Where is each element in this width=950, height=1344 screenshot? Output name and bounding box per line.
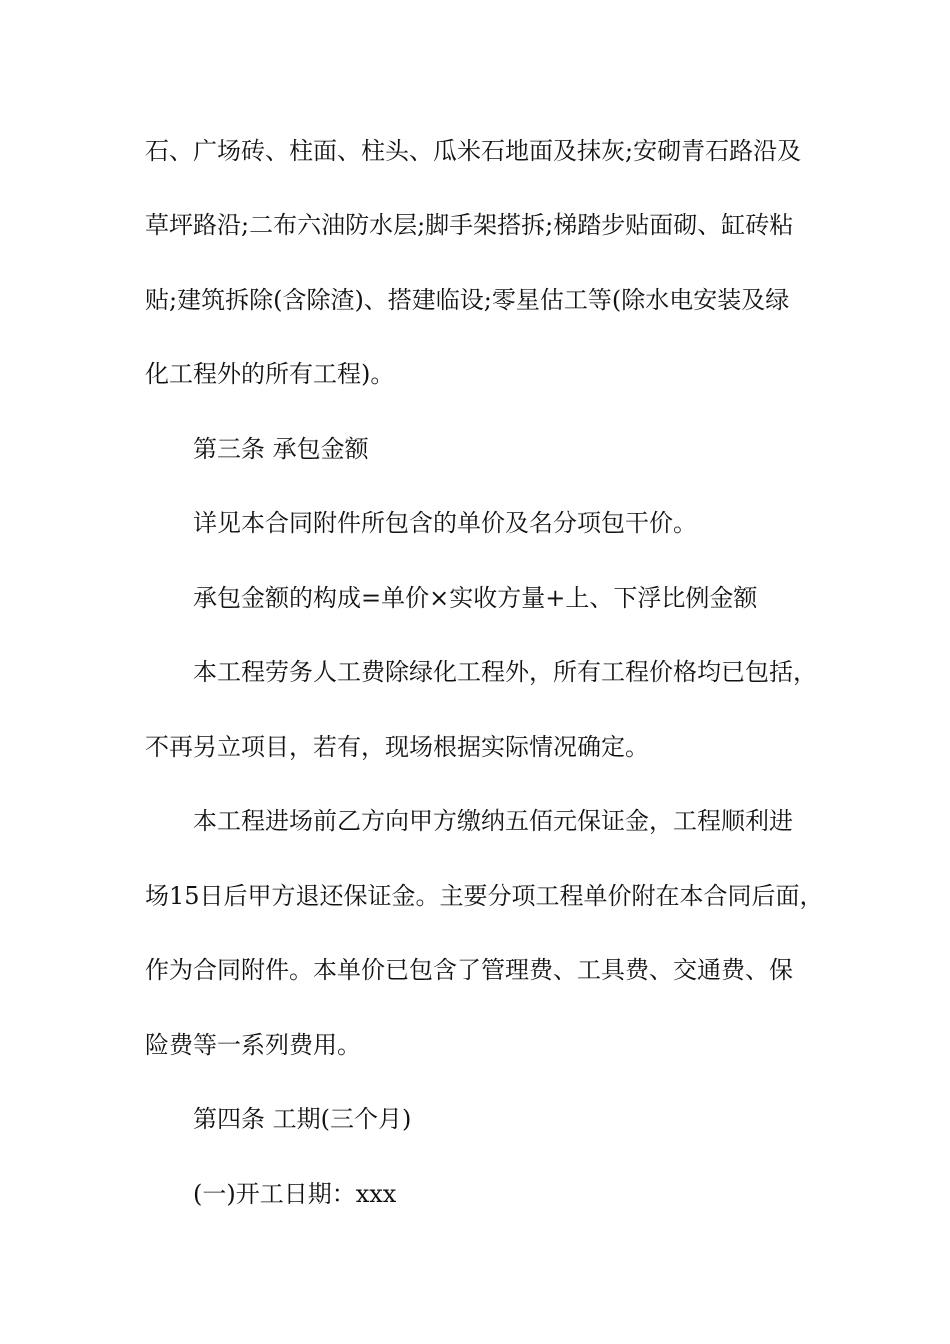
text-line: 贴;建筑拆除(含除渣)、搭建临设;零星估工等(除水电安装及绿	[145, 286, 790, 314]
text-line: 本工程进场前乙方向甲方缴纳五佰元保证金，工程顺利进	[193, 807, 793, 835]
section-heading-article-3: 第三条 承包金额	[193, 435, 369, 463]
text-line: 不再另立项目，若有，现场根据实际情况确定。	[145, 733, 649, 761]
text-line: 化工程外的所有工程)。	[145, 360, 395, 388]
section-heading-article-4: 第四条 工期(三个月)	[193, 1105, 412, 1133]
text-line: (一)开工日期：xxx	[193, 1180, 397, 1208]
text-line: 草坪路沿;二布六油防水层;脚手架搭拆;梯踏步贴面砌、缸砖粘	[145, 211, 794, 239]
text-line: 场15日后甲方退还保证金。主要分项工程单价附在本合同后面，	[145, 882, 824, 910]
text-line: 作为合同附件。本单价已包含了管理费、工具费、交通费、保	[145, 956, 793, 984]
text-line: 详见本合同附件所包含的单价及名分项包干价。	[193, 509, 697, 537]
text-line: 险费等一系列费用。	[145, 1031, 361, 1059]
text-line: 石、广场砖、柱面、柱头、瓜米石地面及抹灰;安砌青石路沿及	[145, 137, 802, 165]
text-line: 承包金额的构成=单价×实收方量+上、下浮比例金额	[193, 584, 758, 612]
text-line: 本工程劳务人工费除绿化工程外，所有工程价格均已包括，	[193, 658, 817, 686]
